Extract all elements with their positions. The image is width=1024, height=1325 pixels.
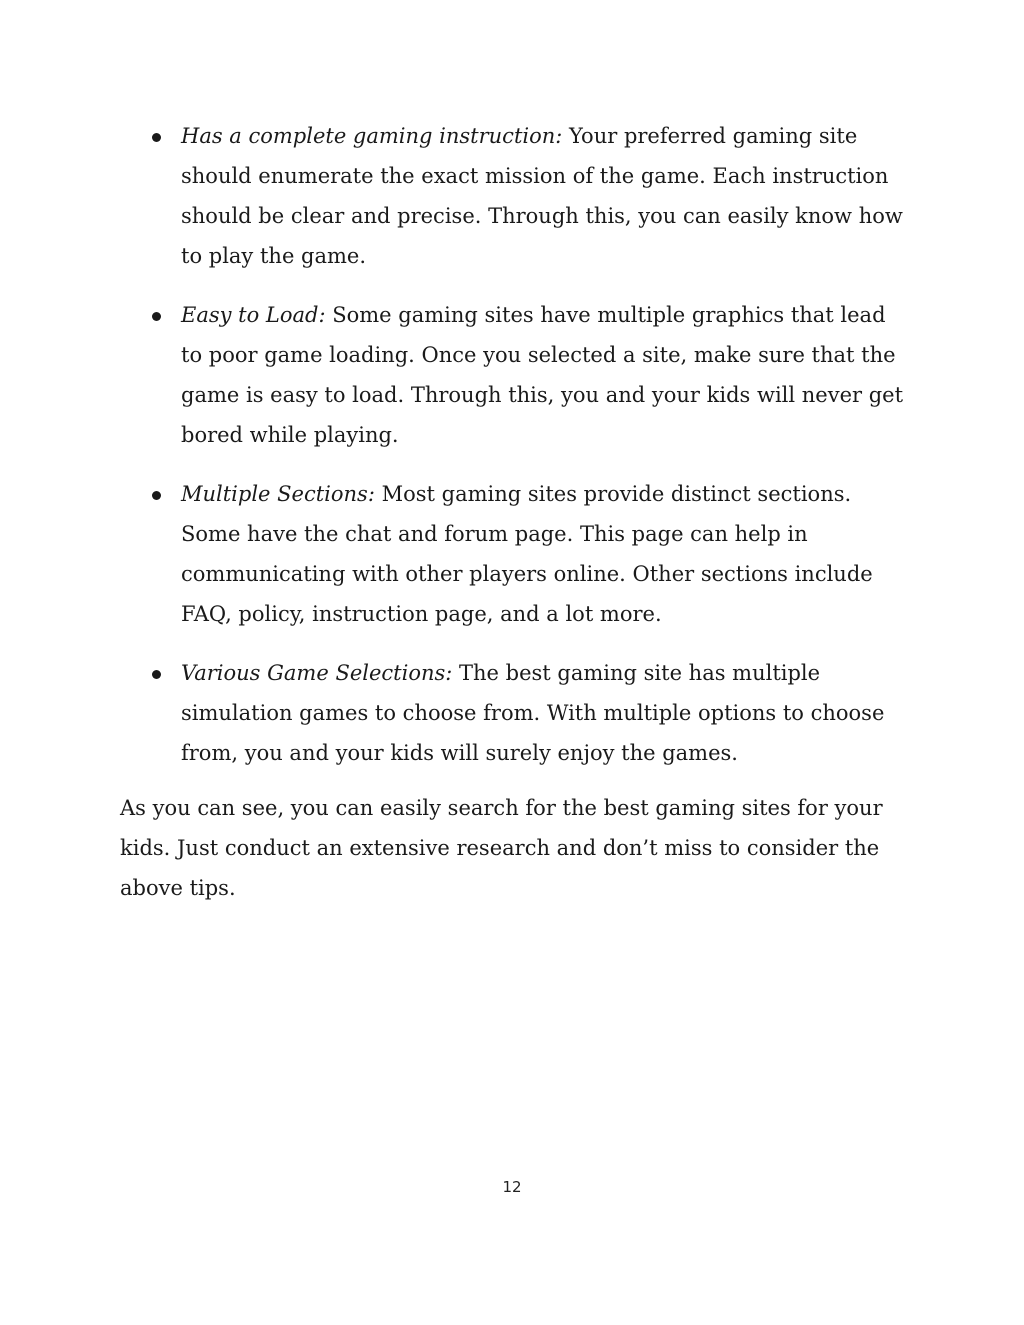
bullet-title: Various Game Selections: xyxy=(181,661,453,685)
bullet-text: Your preferred gaming site should enumerate the exact mission of the game. Each instruction should be clear and precise. Through this, you can easily know how to play the game. xyxy=(181,124,903,268)
bullet-item-multiple-sections xyxy=(150,474,910,634)
bullet-dot-icon xyxy=(152,312,161,321)
bullet-item-easy-to-load xyxy=(150,295,910,455)
bullet-title: Multiple Sections: xyxy=(181,482,375,506)
bullet-dot-icon xyxy=(152,491,161,500)
bullet-text: Most gaming sites provide distinct sections. Some have the chat and forum page. This page can help in communicating with other players online. Other sections include FAQ, policy, instruction page, and a lot more. xyxy=(181,482,873,626)
bullet-title: Easy to Load: xyxy=(181,303,326,327)
bullet-dot-icon xyxy=(152,133,161,142)
bullet-item-complete-instruction xyxy=(150,116,910,276)
bullet-title: Has a complete gaming instruction: xyxy=(181,124,563,148)
bullet-dot-icon xyxy=(152,670,161,679)
tips-bullet-list xyxy=(150,116,910,792)
bullet-item-various-game-selections xyxy=(150,653,910,773)
bullet-text: The best gaming site has multiple simulation games to choose from. With multiple options to choose from, you and your kids will surely enjoy the games. xyxy=(181,661,885,765)
closing-paragraph: As you can see, you can easily search for the best gaming sites for your kids. Just conduct an extensive research and don’t miss to consider the above tips. xyxy=(120,796,883,900)
bullet-text: Some gaming sites have multiple graphics that lead to poor game loading. Once you selected a site, make sure that the game is easy to load. Through this, you and your kids will never get bored while playing. xyxy=(181,303,904,447)
page-number: 12 xyxy=(502,1178,522,1196)
